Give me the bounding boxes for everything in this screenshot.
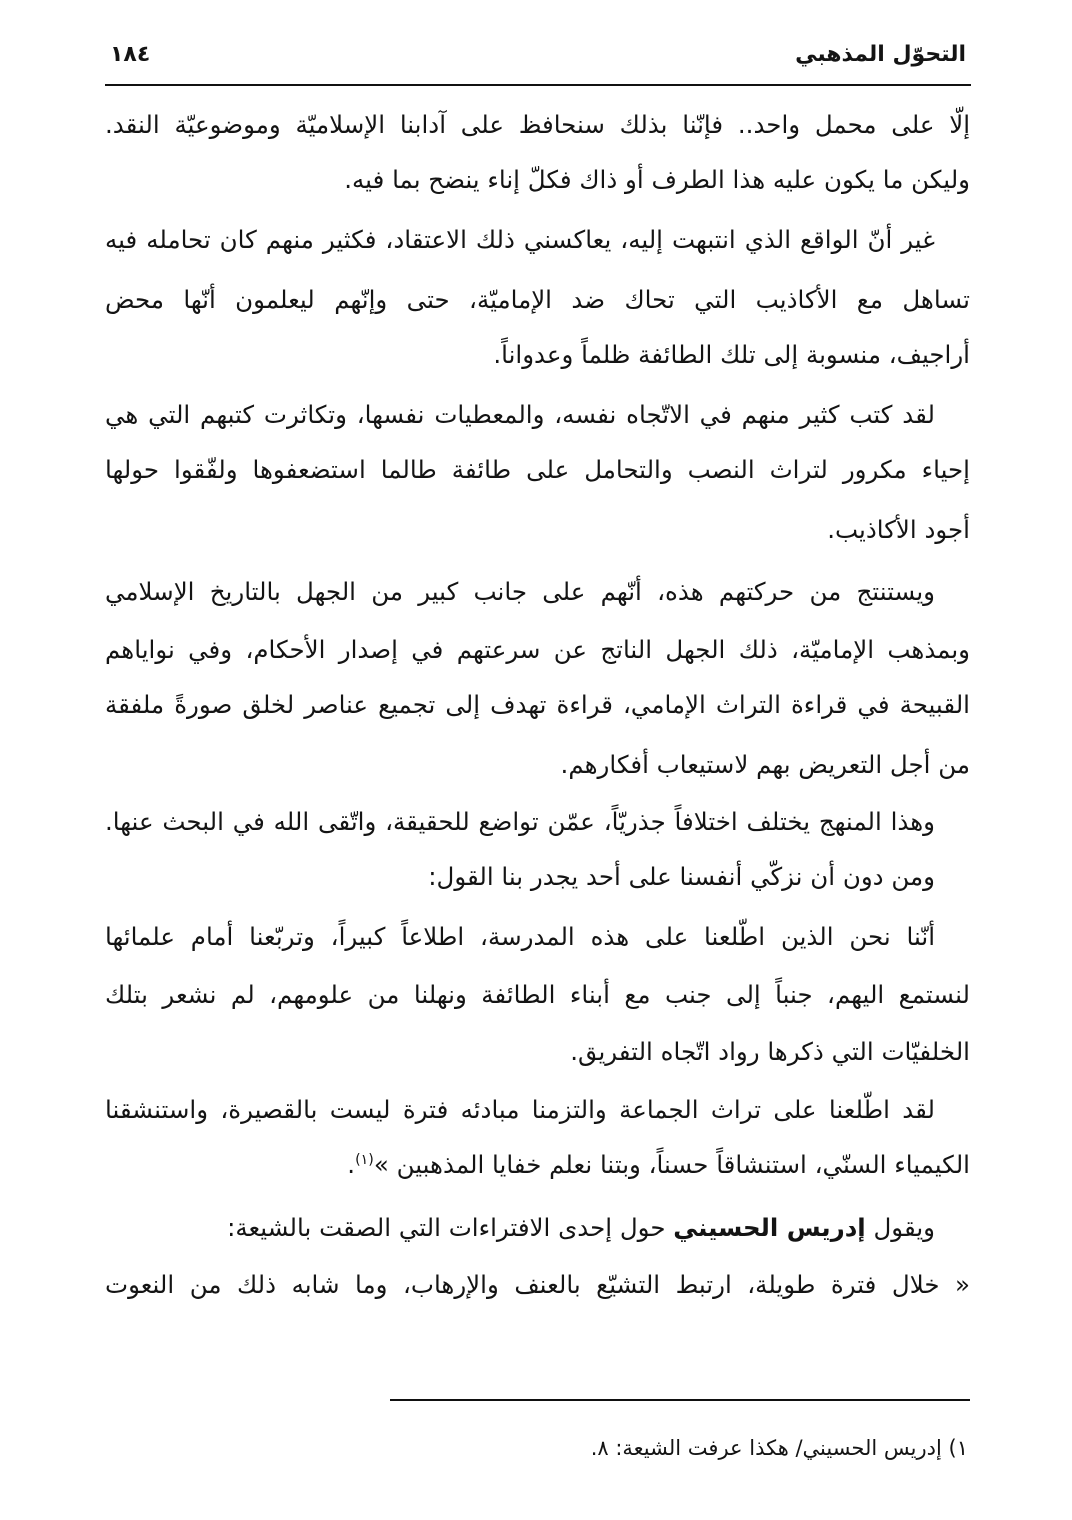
- author-name: إدريس الحسيني: [673, 1213, 866, 1242]
- text-line: لقد كتب كثير منهم في الاتّجاه نفسه، والمعطيات نفسها، وتكاثرت كتبهم التي هي: [105, 400, 935, 429]
- text-line: ومن دون أن نزكّي أنفسنا على أحد يجدر بنا القول:: [428, 862, 935, 891]
- text-line: إحياء مكرور لتراث النصب والتحامل على طائفة طالما استضعفوها ولفّقوا حولها: [105, 455, 970, 484]
- text-line: وهذا المنهج يختلف اختلافاً جذريّاً، عمّن تواضع للحقيقة، واتّقى الله في البحث عنها.: [105, 807, 935, 836]
- text-line: أجود الأكاذيب.: [827, 515, 970, 544]
- text-line: « خلال فترة طويلة، ارتبط التشيّع بالعنف والإرهاب، وما شابه ذلك من النعوت: [105, 1270, 970, 1299]
- page-number: ١٨٤: [110, 42, 151, 67]
- text-line: أنّنا نحن الذين اطّلعنا على هذه المدرسة، اطلاعاً كبيراً، وتربّعنا أمام علمائها: [105, 922, 935, 951]
- text-line: تساهل مع الأكاذيب التي تحاك ضد الإماميّة، حتى وإنّهم ليعلمون أنّها محض: [105, 285, 970, 314]
- line-text: الكيمياء السنّي، استنشاقاً حسناً، وبتنا نعلم خفايا المذهبين »: [373, 1150, 970, 1179]
- text-line: [105, 1143, 970, 1187]
- text-line: لنستمع اليهم، جنباً إلى جنب مع أبناء الطائفة ونهلنا من علومهم، لم نشعر بتلك: [105, 980, 970, 1009]
- running-title: التحوّل المذهبي: [795, 42, 966, 67]
- header-rule: [105, 84, 971, 86]
- footnote-reference: (١): [355, 1151, 374, 1168]
- text-line: الخلفيّات التي ذكرها رواد اتّجاه التفريق.: [570, 1037, 970, 1066]
- text-line: من أجل التعريض بهم لاستيعاب أفكارهم.: [560, 750, 970, 779]
- text-line: أراجيف، منسوبة إلى تلك الطائفة ظلماً وعدواناً.: [493, 340, 970, 369]
- text-line: القبيحة في قراءة التراث الإمامي، قراءة تهدف إلى تجميع عناصر لخلق صورةً ملفقة: [105, 690, 970, 719]
- line-text-after: حول إحدى الافتراءات التي الصقت بالشيعة:: [227, 1213, 674, 1242]
- footnote-rule: [390, 1399, 970, 1401]
- line-text-before: ويقول: [865, 1213, 935, 1242]
- text-line: غير أنّ الواقع الذي انتبهت إليه، يعاكسني ذلك الاعتقاد، فكثير منهم كان تحامله فيه: [105, 225, 935, 254]
- line-end: .: [347, 1150, 356, 1179]
- text-line: ويستنتج من حركتهم هذه، أنّهم على جانب كبير من الجهل بالتاريخ الإسلامي: [105, 577, 935, 606]
- text-line: وليكن ما يكون عليه هذا الطرف أو ذاك فكلّ إناء ينضح بما فيه.: [344, 165, 970, 194]
- text-line: إلّا على محمل واحد.. فإنّنا بذلك سنحافظ على آدابنا الإسلاميّة وموضوعيّة النقد.: [105, 110, 970, 139]
- text-line: لقد اطّلعنا على تراث الجماعة والتزمنا مبادئه فترة ليست بالقصيرة، واستنشقنا: [105, 1095, 935, 1124]
- text-line: [105, 1206, 970, 1250]
- text-line: وبمذهب الإماميّة، ذلك الجهل الناتج عن سرعتهم في إصدار الأحكام، وفي نواياهم: [105, 635, 970, 664]
- footnote: ١) إدريس الحسيني/ هكذا عرفت الشيعة: ٨.: [590, 1436, 968, 1460]
